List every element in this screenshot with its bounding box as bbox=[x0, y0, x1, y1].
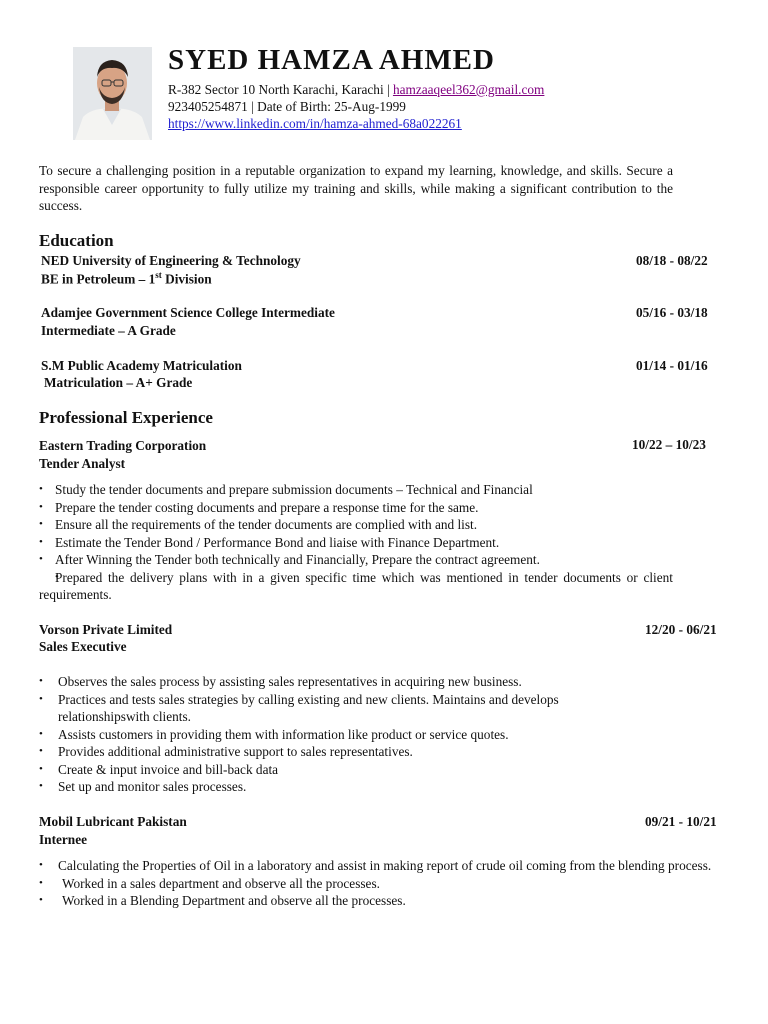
education-institution: S.M Public Academy Matriculation bbox=[41, 358, 242, 373]
job-role: Tender Analyst bbox=[39, 456, 126, 471]
list-item: • Calculating the Properties of Oil in a laboratory and assist in making report of crude oil coming from the blending process. bbox=[39, 857, 719, 875]
email-link[interactable]: hamzaaqeel362@gmail.com bbox=[392, 82, 545, 97]
list-item: • Assists customers in providing them with information like product or service quotes. bbox=[39, 726, 639, 744]
education-institution: NED University of Engineering & Technology bbox=[41, 253, 301, 268]
phone-dob-text: 923405254871 | Date of Birth: 25-Aug-1999 bbox=[168, 99, 406, 114]
education-dates: 08/18 - 08/22 bbox=[636, 253, 708, 268]
job-company: Vorson Private Limited bbox=[39, 622, 173, 637]
list-item: • Ensure all the requirements of the tender documents are complied with and list. bbox=[39, 516, 673, 534]
job-duties-list bbox=[39, 673, 639, 796]
job-company: Mobil Lubricant Pakistan bbox=[39, 814, 187, 829]
list-item: • Prepared the delivery plans with in a given specific time which was mentioned in tender documents or client requirements. bbox=[39, 569, 673, 604]
job-role: Sales Executive bbox=[39, 639, 127, 654]
list-item: • Create & input invoice and bill-back data bbox=[39, 761, 639, 779]
education-degree: BE in Petroleum – 1st Division bbox=[41, 270, 212, 287]
list-item: • Worked in a sales department and observe all the processes. bbox=[39, 875, 719, 893]
experience-heading: Professional Experience bbox=[39, 408, 213, 427]
education-heading: Education bbox=[39, 231, 114, 250]
job-duties-list bbox=[39, 481, 673, 604]
job-duties-list bbox=[39, 857, 719, 910]
education-dates: 01/14 - 01/16 bbox=[636, 358, 708, 373]
list-item: • Provides additional administrative support to sales representatives. bbox=[39, 743, 639, 761]
job-company: Eastern Trading Corporation bbox=[39, 438, 207, 453]
job-dates: 10/22 – 10/23 bbox=[632, 437, 706, 452]
list-item: • Observes the sales process by assisting sales representatives in acquiring new business. bbox=[39, 673, 639, 691]
contact-linkedin-line bbox=[168, 116, 462, 132]
objective-text: To secure a challenging position in a reputable organization to expand my learning, knowledge, and skills. Secure a responsible career opportunity to fully utilize my training and skills, while making a significant contribution to the success. bbox=[39, 163, 673, 213]
contact-address-line bbox=[168, 82, 544, 98]
education-degree: Intermediate – A Grade bbox=[41, 323, 176, 338]
job-role: Internee bbox=[39, 832, 87, 847]
education-degree: Matriculation – A+ Grade bbox=[44, 375, 193, 390]
education-dates: 05/16 - 03/18 bbox=[636, 305, 708, 320]
job-dates: 09/21 - 10/21 bbox=[645, 814, 717, 829]
job-dates: 12/20 - 06/21 bbox=[645, 622, 717, 637]
list-item: • Prepare the tender costing documents and prepare a response time for the same. bbox=[39, 499, 673, 517]
candidate-name: SYED HAMZA AHMED bbox=[168, 44, 495, 76]
list-item: • Estimate the Tender Bond / Performance Bond and liaise with Finance Department. bbox=[39, 534, 673, 552]
linkedin-link[interactable]: https://www.linkedin.com/in/hamza-ahmed-68a022261 bbox=[168, 116, 462, 131]
list-item: • After Winning the Tender both technically and Financially, Prepare the contract agreement. bbox=[39, 551, 673, 569]
address-text: R-382 Sector 10 North Karachi, Karachi | bbox=[168, 82, 390, 97]
list-item: • Practices and tests sales strategies by calling existing and new clients. Maintains and develops relationshipswith clients. bbox=[39, 691, 639, 726]
list-item: • Set up and monitor sales processes. bbox=[39, 778, 639, 796]
list-item: • Study the tender documents and prepare submission documents – Technical and Financial bbox=[39, 481, 673, 499]
profile-photo bbox=[73, 47, 152, 140]
list-item: • Worked in a Blending Department and observe all the processes. bbox=[39, 892, 719, 910]
education-institution: Adamjee Government Science College Intermediate bbox=[41, 305, 335, 320]
contact-phone-line bbox=[168, 99, 406, 115]
